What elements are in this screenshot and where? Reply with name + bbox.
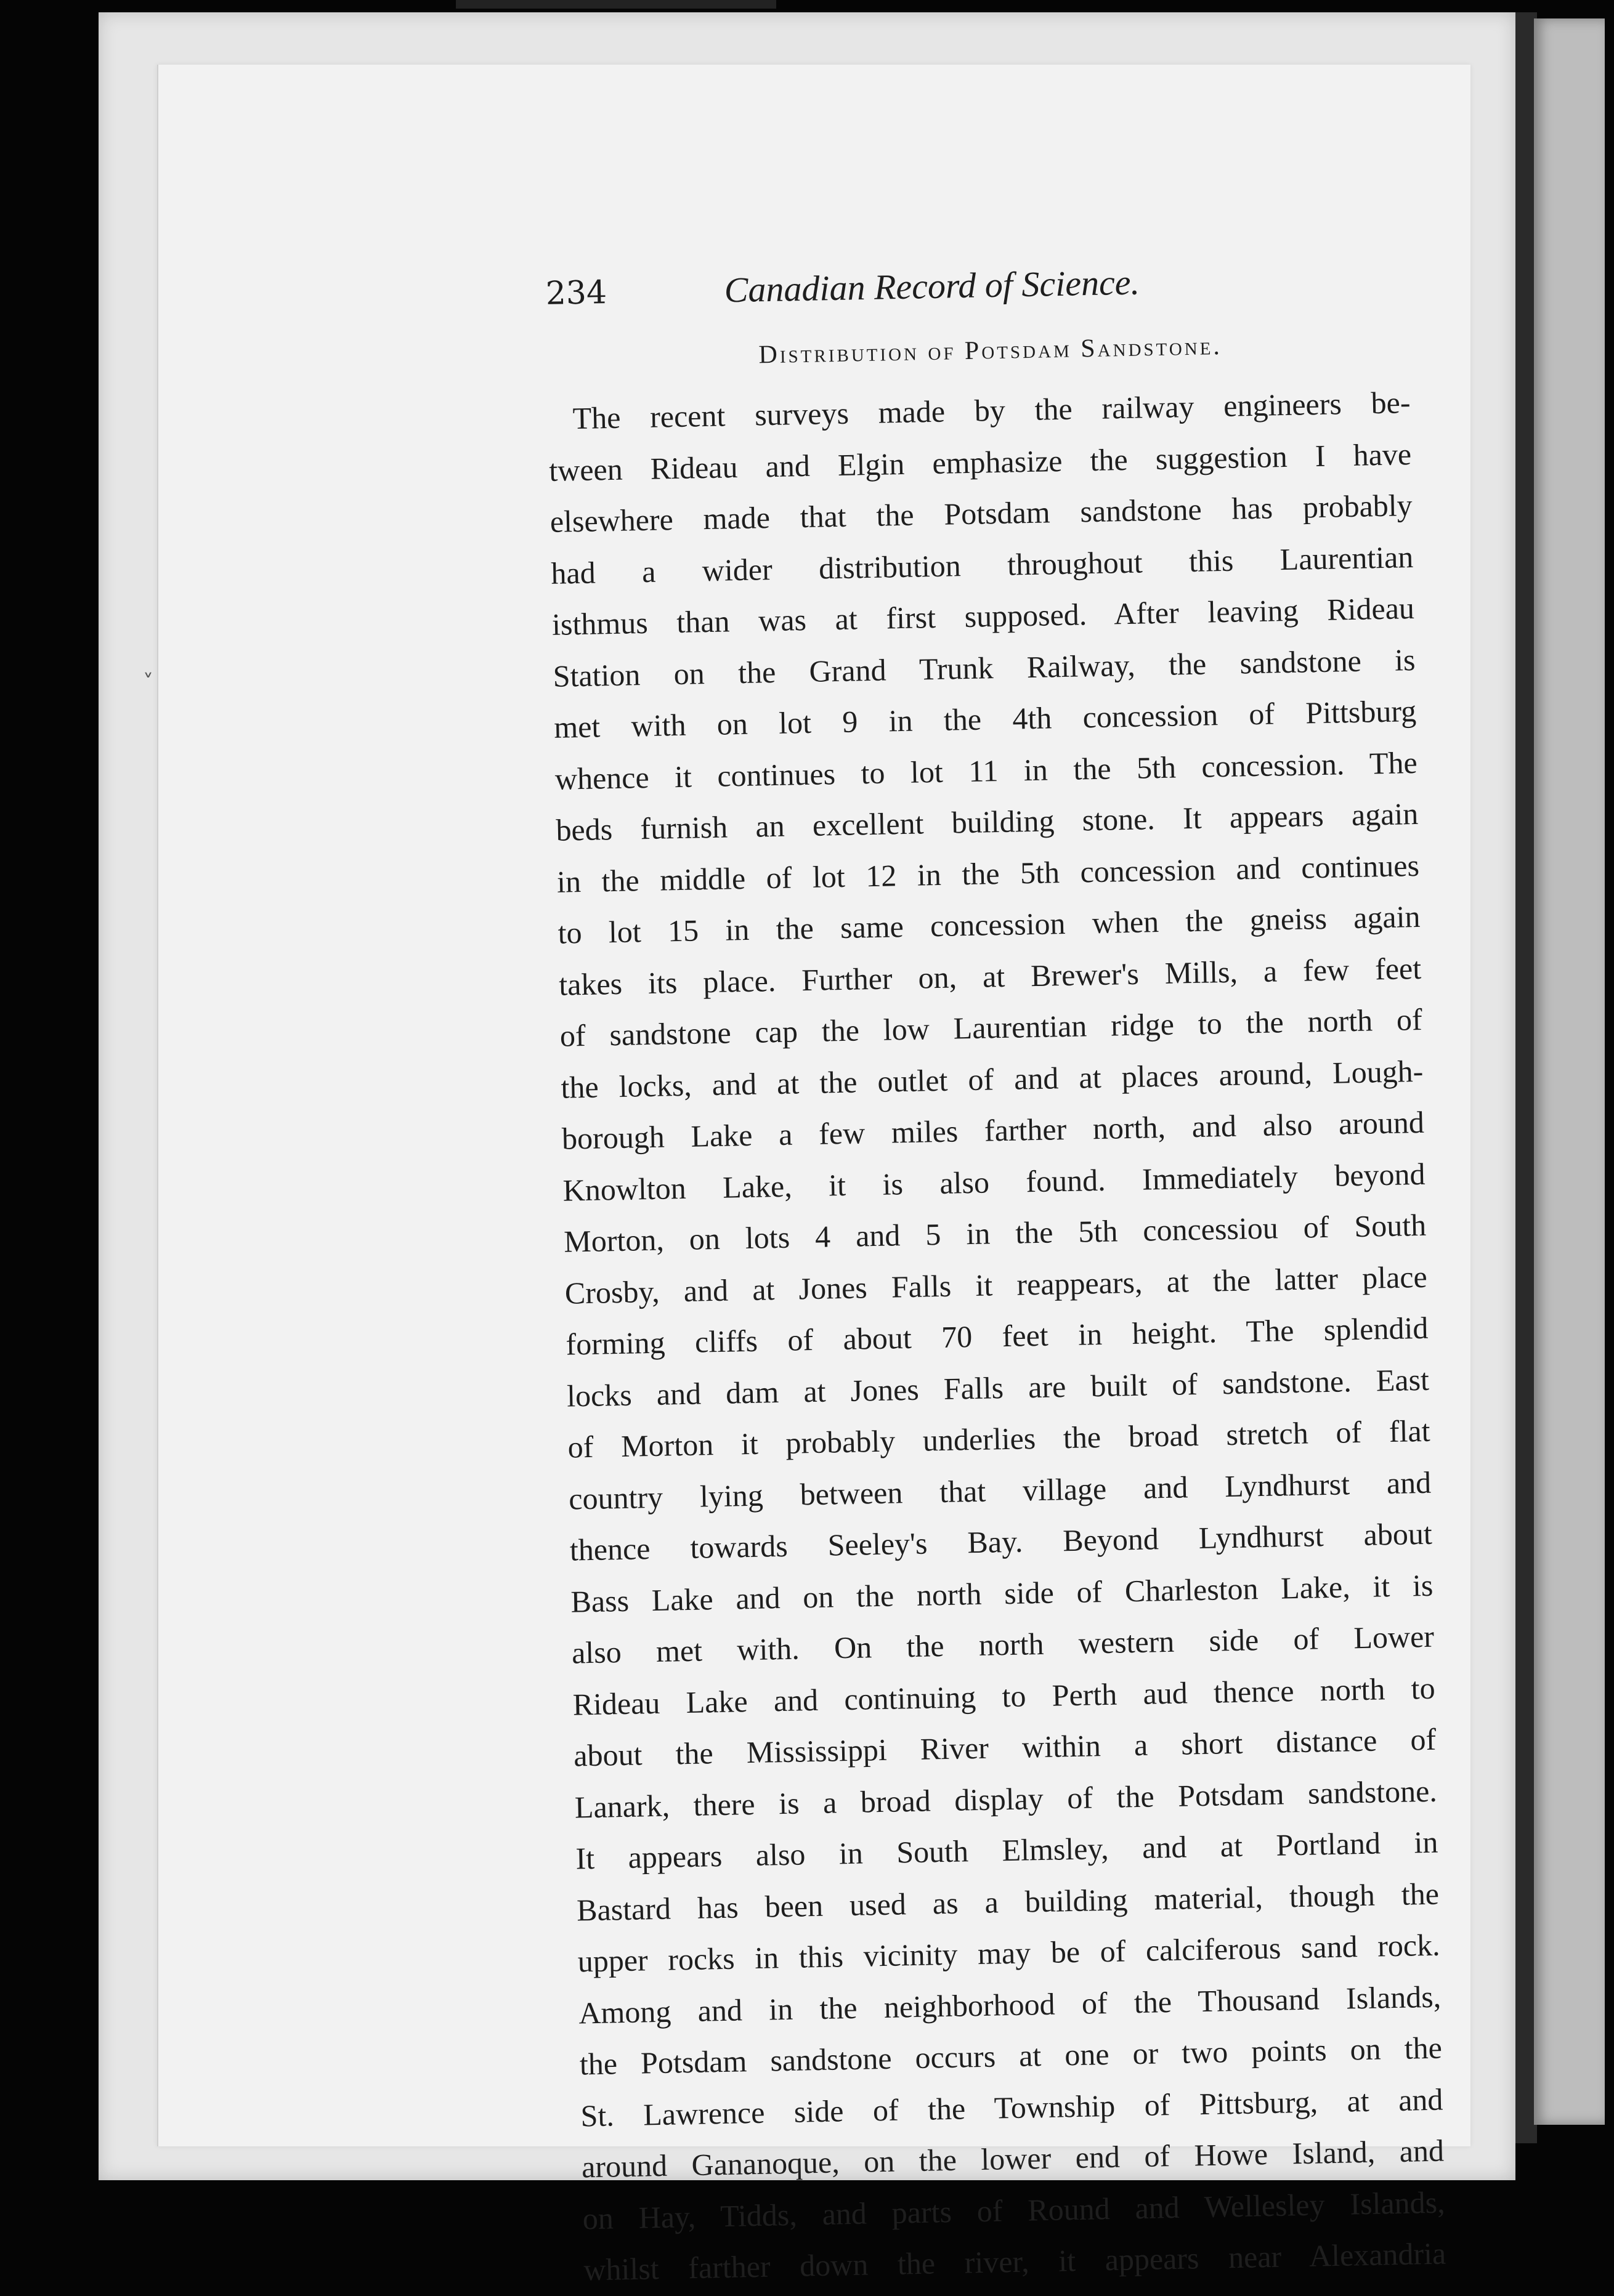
body-line: locks and dam at Jones Falls are built of sandstone. East [566, 1362, 1430, 1413]
body-line: Bastard has been used as a building material, though the [576, 1876, 1440, 1928]
body-line: in the middle of lot 12 in the 5th concession and continues [556, 847, 1420, 899]
body-line: borough Lake a few miles farther north, and also around [561, 1104, 1425, 1156]
body-line: isthmus than was at first supposed. After leaving Rideau [551, 591, 1415, 642]
body-line: Crosby, and at Jones Falls it reappears, at the latter place [564, 1259, 1428, 1311]
body-line: Rideau Lake and continuing to Perth aud thence north to [572, 1670, 1436, 1722]
body-line: also met with. On the north western side of Lower [571, 1619, 1435, 1670]
body-line: Among and in the neighborhood of the Thousand Islands, [578, 1979, 1442, 2030]
body-line: forming cliffs of about 70 feet in height. The splendid [565, 1310, 1429, 1362]
body-line: whilst farther down the river, it appears near Alexandria [583, 2236, 1446, 2287]
scan-top-smudge [456, 0, 776, 9]
body-line: tween Rideau and Elgin emphasize the suggestion I have [548, 436, 1412, 488]
journal-title: Canadian Record of Science. [724, 262, 1140, 310]
article-body [548, 377, 1446, 2296]
article-title: Distribution of Potsdam Sandstone. [758, 331, 1223, 370]
body-line: whence it continues to lot 11 in the 5th concession. The [554, 745, 1418, 796]
body-line: to lot 15 in the same concession when the gneiss again [558, 899, 1421, 950]
body-line: upper rocks in this vicinity may be of calciferous sand rock. [577, 1927, 1441, 1979]
page-number: 234 [545, 274, 607, 312]
margin-mark: ˅ [143, 670, 153, 695]
body-line: Morton, on lots 4 and 5 in the 5th concessiou of South [563, 1207, 1427, 1259]
adjacent-page-edge [1534, 18, 1605, 2125]
body-line: the Potsdam sandstone occurs at one or two points on the [579, 2030, 1443, 2082]
body-line: Bass Lake and on the north side of Charleston Lake, it is [570, 1567, 1434, 1619]
body-line: St. Lawrence side of the Township of Pittsburg, at and [580, 2082, 1443, 2133]
body-line: thence towards Seeley's Bay. Beyond Lyndhurst about [569, 1516, 1433, 1567]
body-line: around Gananoque, on the lower end of Howe Island, and [581, 2133, 1445, 2185]
body-line: It appears also in South Elmsley, and at Portland in [575, 1824, 1438, 1876]
page-text-block [545, 253, 1446, 2296]
body-line: on Hay, Tidds, and parts of Round and Wellesley Islands, [582, 2185, 1446, 2236]
body-line: about the Mississippi River within a short distance of [573, 1721, 1437, 1773]
body-line: elsewhere made that the Potsdam sandstone has probably [549, 488, 1413, 539]
body-line: takes its place. Further on, at Brewer's Mills, a few feet [558, 950, 1422, 1002]
body-line: the locks, and at the outlet of and at places around, Lough- [560, 1053, 1424, 1105]
body-line: Knowlton Lake, it is also found. Immediately beyond [562, 1156, 1425, 1208]
body-line: met with on lot 9 in the 4th concession of Pittsburg [553, 693, 1417, 745]
body-line: had a wider distribution throughout this Laurentian [550, 539, 1414, 591]
body-line: country lying between that village and Lyndhurst and [568, 1465, 1432, 1516]
body-line: Station on the Grand Trunk Railway, the sandstone is [553, 642, 1416, 693]
body-line: Lanark, there is a broad display of the Potsdam sandstone. [574, 1773, 1438, 1825]
body-line: The recent surveys made by the railway engineers be- [572, 385, 1411, 436]
body-line: of sandstone cap the low Laurentian ridge to the north of [559, 1001, 1423, 1053]
body-line: of Morton it probably underlies the broad stretch of flat [567, 1413, 1431, 1465]
body-line: beds furnish an excellent building stone. It appears again [555, 796, 1419, 847]
